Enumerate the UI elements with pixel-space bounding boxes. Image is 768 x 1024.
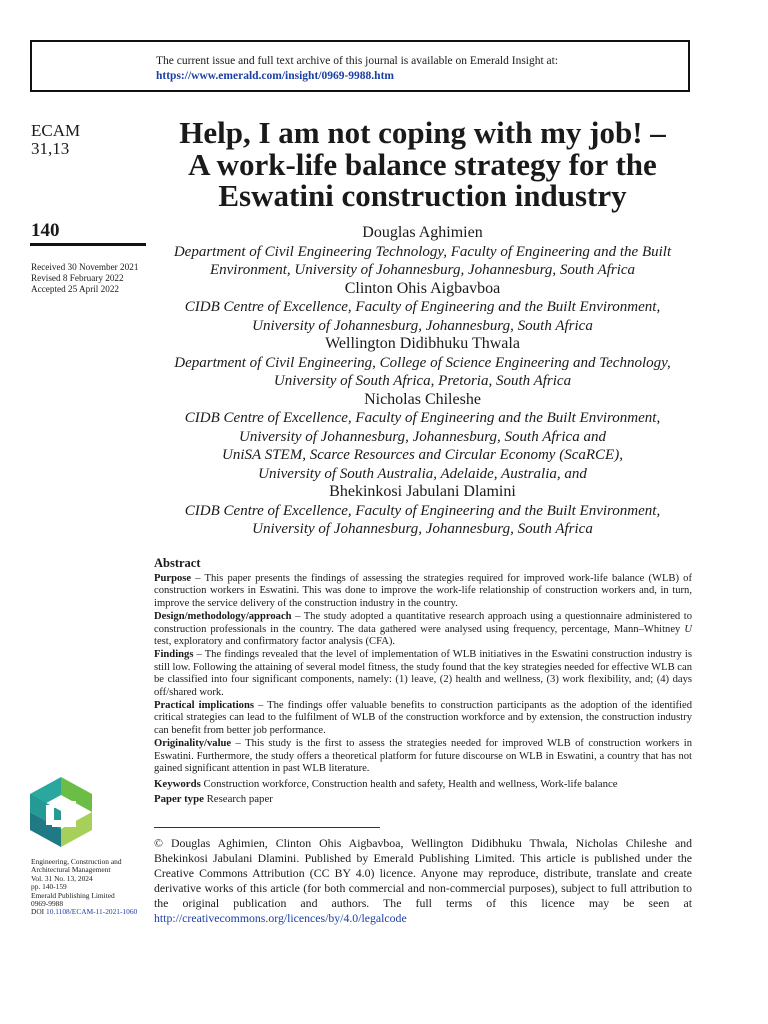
volume-issue: 31,13 [31,139,70,158]
author-affiliation: University of Johannesburg, Johannesburg, South Africa and [239,428,606,445]
author-affiliation: Environment, University of Johannesburg, Johannesburg, South Africa [209,262,636,278]
abstract-purpose [154,573,692,611]
doi-link[interactable]: 10.1108/ECAM-11-2021-1060 [46,907,138,917]
pages-line: pp. 140-159 [31,882,67,892]
author-name: Clinton Ohis Aigbavboa [344,279,501,297]
author-block [150,280,695,336]
author-block [150,335,695,391]
license-notice [154,836,692,926]
license-link[interactable]: http://creativecommons.org/licences/by/4.0/legalcode [154,911,407,925]
author-name: Bhekinkosi Jabulani Dlamini [329,483,516,500]
doi-label: DOI [31,907,45,917]
license-divider [154,827,380,828]
article-dates [31,262,138,295]
originality-text: – This study is the first to assess the strategies needed for improved WLB of construction workers in Eswatini. Furthermore, the study offers a theoretical platform for future discourse on WLB in Eswatini, a country that has not gained significant attention in past WLB literature. [154,737,692,775]
author-affiliation: CIDB Centre of Excellence, Faculty of Engineering and the Built Environment, [184,410,661,426]
title-line-2: A work-life balance strategy for the [188,146,657,182]
archive-notice [156,54,558,84]
author-name: Wellington Didibhuku Thwala [325,335,520,352]
design-text-end: test, exploratory and confirmatory factor analysis (CFA). [154,636,396,648]
doi-line [31,908,137,916]
paper-type-line [154,793,692,806]
design-label: Design/methodology/approach [154,610,292,622]
title-line-3: Eswatini construction industry [218,178,627,213]
sidebar-divider [30,243,146,246]
journal-code [31,122,80,158]
logo-bottom-right-facet [61,812,92,847]
paper-type-text: Research paper [203,792,273,805]
article-title [150,117,695,212]
author-block [150,391,695,484]
received-date: Received 30 November 2021 [31,262,139,272]
keywords-line [154,778,692,791]
archive-notice-text: The current issue and full text archive of this journal is available on Emerald Insight at: [156,55,559,67]
practical-text: – The findings offer valuable benefits to construction participants as the adoption of the identified critical strategies can lead to the fulfilment of WLB of the construction workforce and by extension, the construction industry can benefit from better job performance. [154,699,692,737]
author-affiliation: CIDB Centre of Excellence, Faculty of Engineering and the Built Environment, [184,502,661,519]
abstract-findings [154,649,692,700]
author-list [150,224,695,539]
keywords-text: Construction workforce, Construction health and safety, Health and wellness, Work-life balance [200,777,618,790]
author-affiliation: UniSA STEM, Scarce Resources and Circular Economy (ScaRCE), [222,447,623,463]
abstract-design [154,611,692,649]
issn-line: 0969-9988 [31,899,64,909]
abstract-heading: Abstract [154,556,201,570]
archive-notice-box [30,40,690,92]
author-affiliation: University of Johannesburg, Johannesburg, South Africa [252,521,593,537]
page-number: 140 [31,220,60,241]
practical-label: Practical implications [154,699,254,711]
title-line-1: Help, I am not coping with my job! – [179,115,666,150]
abstract-practical [154,700,692,738]
author-name: Nicholas Chileshe [364,390,481,408]
journal-url-link[interactable]: https://www.emerald.com/insight/0969-9988.htm [156,70,394,82]
keywords-label: Keywords [154,777,201,790]
logo-c-bottom [52,820,76,827]
journal-name-line-1: Engineering, Construction and [31,857,122,866]
journal-abbrev: ECAM [31,121,81,140]
publisher-line: Emerald Publishing Limited [31,890,115,900]
logo-c-top [52,801,76,808]
author-affiliation: University of South Australia, Adelaide, Australia, and [258,465,587,482]
author-block [150,483,695,539]
author-affiliation: University of South Africa, Pretoria, South Africa [273,373,572,389]
abstract-section [154,557,692,805]
paper-type-label: Paper type [154,792,204,805]
design-text-italic: U [684,623,692,635]
volume-line: Vol. 31 No. 13, 2024 [31,873,93,883]
purpose-label: Purpose [154,572,192,584]
author-affiliation: Department of Civil Engineering Technology, Faculty of Engineering and the Built [173,243,672,260]
author-affiliation: Department of Civil Engineering, College of Science Engineering and Technology, [174,354,671,371]
author-affiliation: University of Johannesburg, Johannesburg, South Africa [252,317,593,334]
author-name: Douglas Aghimien [362,224,483,241]
originality-label: Originality/value [154,737,232,749]
journal-name-line-2: Architectural Management [31,865,111,875]
abstract-originality [154,738,692,776]
purpose-text: – This paper presents the findings of assessing the strategies required for improved work-life balance (WLB) of construction workers in Eswatini. This was done to improve the work-life relationship of construction workers and, in turn, improve the service delivery of the construction industry in the country. [154,572,692,610]
journal-logo [30,777,92,847]
findings-label: Findings [154,648,194,660]
findings-text: – The findings revealed that the level of implementation of WLB initiatives in the Eswatini construction industry is still low. Following the attaining of several model fitness, the study found that the key strategies needed for effective WLB can be classified into four significant components, namely: (1) leave, (2) health and wellness, (3) work flexibility, and; (4) days off/shared work. [154,648,692,699]
publication-info [31,858,137,917]
author-affiliation: CIDB Centre of Excellence, Faculty of Engineering and the Built Environment, [184,299,661,315]
author-block [150,224,695,280]
design-text: – The study adopted a quantitative research approach using a questionnaire administered to construction professionals in the country. The data gathered were analysed using frequency, percentage, Mann–Whitney [154,610,692,635]
license-text: © Douglas Aghimien, Clinton Ohis Aigbavboa, Wellington Didibhuku Thwala, Nicholas Chileshe and Bhekinkosi Jabulani Dlamini. Published by Emerald Publishing Limited. This article is published under the Creative Commons Attribution (CC BY 4.0) licence. Anyone may reproduce, distribute, translate and create derivative works of this article (for both commercial and non-commercial purposes), subject to full attribution to the original publication and authors. The full terms of this licence may be seen at [154,836,692,910]
accepted-date: Accepted 25 April 2022 [31,284,120,294]
revised-date: Revised 8 February 2022 [31,273,124,283]
